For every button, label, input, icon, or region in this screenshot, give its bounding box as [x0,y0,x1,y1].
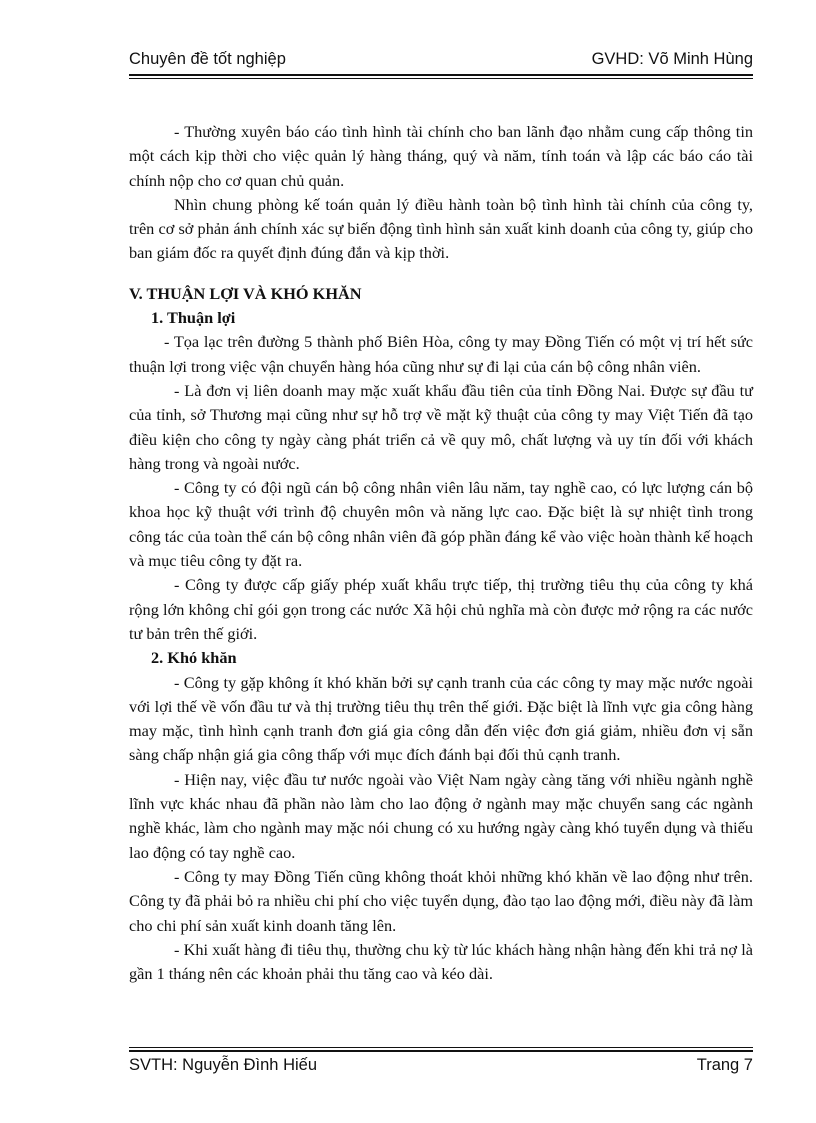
page-header [129,50,753,74]
header-rule-thin [129,78,753,79]
page-body [129,120,753,986]
footer-author: SVTH: Nguyễn Đình Hiếu [129,1056,318,1074]
page-number: Trang 7 [696,1056,753,1074]
header-advisor: GVHD: Võ Minh Hùng [591,50,753,68]
paragraph: Nhìn chung phòng kế toán quản lý điều hành toàn bộ tình hình tài chính của công ty, trên cơ sở phản ánh chính xác sự biến động tình hình sản xuất kinh doanh của công ty, giúp cho ban giám đốc ra quyết định đúng đắn và kịp thời. [129,194,753,263]
page-footer [129,1056,753,1080]
paragraph: - Hiện nay, việc đầu tư nước ngoài vào Việt Nam ngày càng tăng với nhiều ngành nghề lĩnh vực khác nhau đã phần nào làm cho lao động ở ngành may mặc chuyển sang các ngành nghề khác, làm cho ngành may mặc nói chung có xu hướng ngày càng khó tuyển dụng và thiếu lao động có tay nghề cao. [129,769,753,862]
paragraph: - Tọa lạc trên đường 5 thành phố Biên Hòa, công ty may Đồng Tiến có một vị trí hết sức thuận lợi trong việc vận chuyển hàng hóa cũng như sự đi lại của cán bộ công nhân viên. [129,332,753,376]
subsection-heading: 2. Khó khăn [151,648,237,668]
paragraph: - Công ty được cấp giấy phép xuất khẩu trực tiếp, thị trường tiêu thụ của công ty khá rộng lớn không chỉ gói gọn trong các nước Xã hội chủ nghĩa mà còn được mở rộng ra các nước tư bản trên thế giới. [129,575,753,643]
paragraph: - Là đơn vị liên doanh may mặc xuất khẩu đầu tiên của tỉnh Đồng Nai. Được sự đầu tư của tỉnh, sở Thương mại cũng như sự hỗ trợ về mặt kỹ thuật của công ty may Việt Tiến đã tạo điều kiện cho công ty ngày càng phát triển cả về quy mô, chất lượng và uy tín đối với khách hàng trong và ngoài nước. [129,380,753,473]
paragraph: - Khi xuất hàng đi tiêu thụ, thường chu kỳ từ lúc khách hàng nhận hàng đến khi trả nợ là gần 1 tháng nên các khoản phải thu tăng cao và kéo dài. [129,939,753,984]
section-heading: V. THUẬN LỢI VÀ KHÓ KHĂN [129,283,362,303]
subsection-heading: 1. Thuận lợi [151,308,236,328]
paragraph: - Công ty may Đồng Tiến cũng không thoát khỏi những khó khăn về lao động như trên. Công ty đã phải bỏ ra nhiều chi phí cho việc tuyển dụng, đào tạo lao động mới, điều này đã làm cho chi phí sản xuất kinh doanh tăng lên. [129,866,753,935]
paragraph: - Công ty có đội ngũ cán bộ công nhân viên lâu năm, tay nghề cao, có lực lượng cán bộ khoa học kỹ thuật với trình độ chuyên môn và năng lực cao. Đặc biệt là sự nhiệt tình trong công tác của toàn thể cán bộ công nhân viên đã góp phần đáng kể vào việc hoàn thành kế hoạch và mục tiêu công ty đặt ra. [129,478,753,571]
paragraph: - Công ty gặp không ít khó khăn bởi sự cạnh tranh của các công ty may mặc nước ngoài với lợi thế về vốn đầu tư và thị trường tiêu thụ trên thế giới. Đặc biệt là lĩnh vực gia công hàng may mặc, tình hình cạnh tranh đơn giá gia công dẫn đến việc đơn giá giảm, nhiều đơn vị sẵn sàng chấp nhận giá gia công thấp với mục đích đánh bại đối thủ cạnh tranh. [129,672,753,765]
footer-rule-thick [129,1050,753,1052]
paragraph: - Thường xuyên báo cáo tình hình tài chính cho ban lãnh đạo nhằm cung cấp thông tin một cách kịp thời cho việc quản lý hàng tháng, quý và năm, tính toán và lập các báo cáo tài chính nộp cho cơ quan chủ quản. [129,122,753,190]
header-rule-thick [129,74,753,76]
footer-rule-thin [129,1047,753,1048]
header-title: Chuyên đề tốt nghiệp [129,50,286,68]
